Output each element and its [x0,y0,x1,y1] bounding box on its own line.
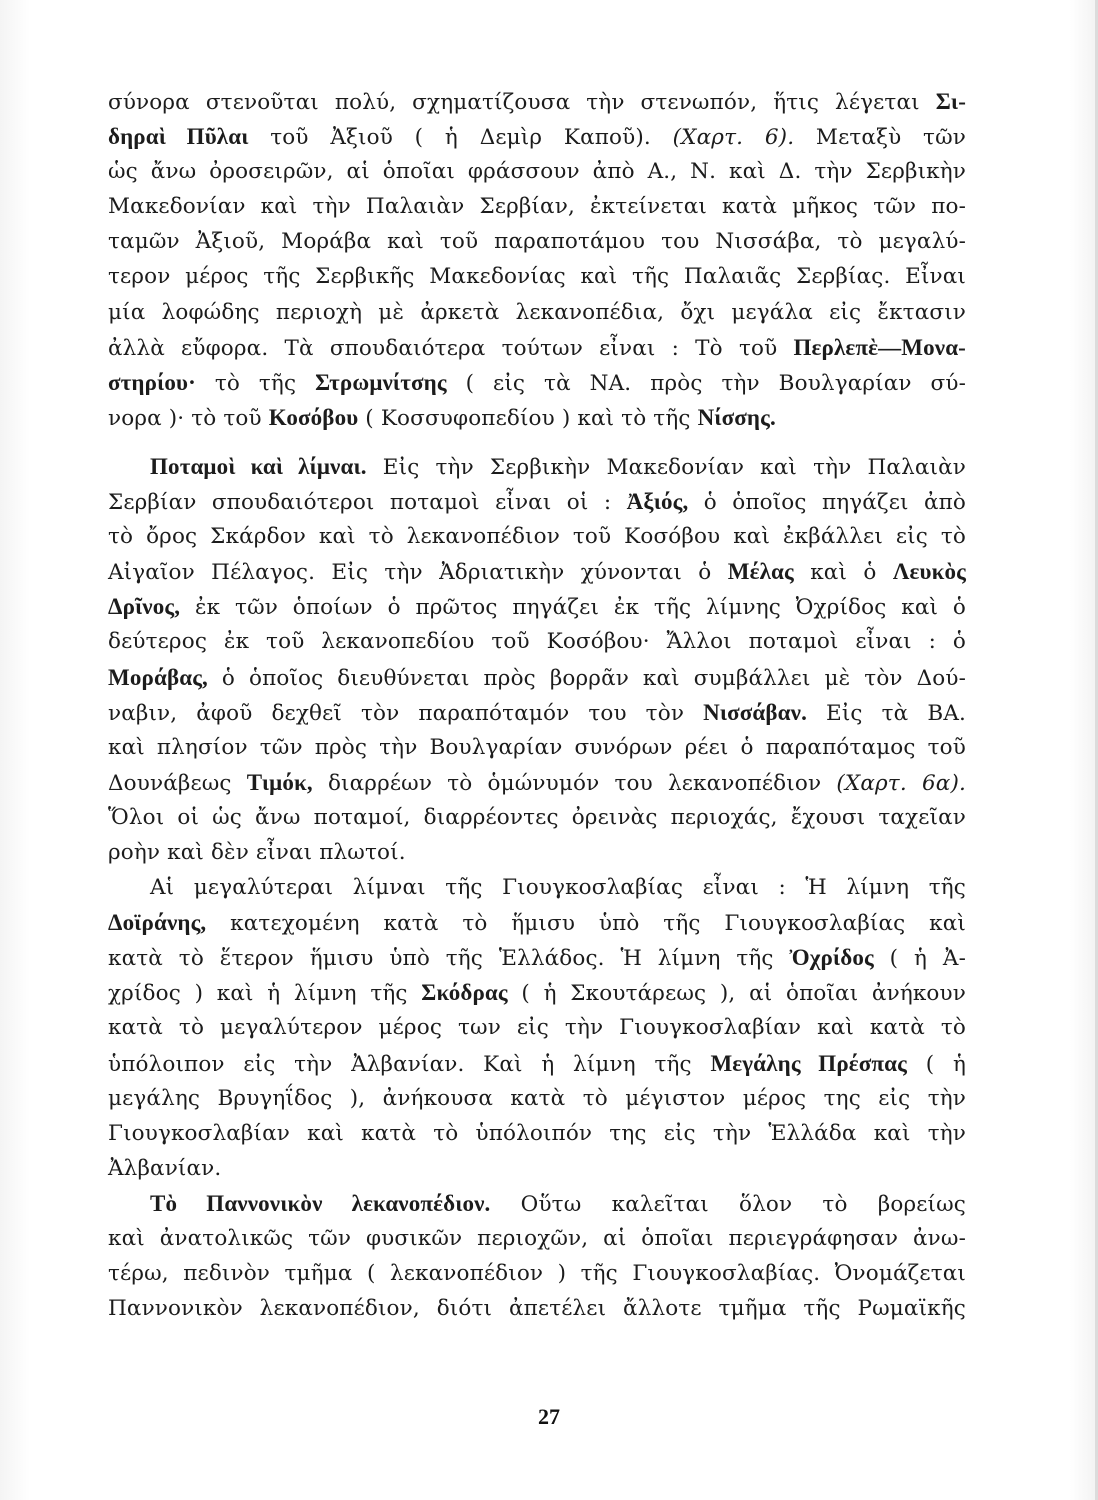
text-line: δηραὶ Πῦλαι τοῦ Ἀξιοῦ ( ἡ Δεμὶρ Καποῦ). (Χαρτ. 6). Μεταξὺ τῶν [108,124,966,151]
bold-term: Ὀχρίδος [789,945,874,971]
bold-term: στηρίου· [108,369,196,395]
bold-term: Μεγάλης Πρέσπας [710,1050,908,1076]
text-line: κατὰ τὸ μεγαλύτερον μέρος των εἰς τὴν Γιουγκοσλαβίαν καὶ κατὰ τὸ [108,1015,966,1041]
bold-term: Δοϊράνης, [108,910,207,936]
bold-term: Στρωμνίτσης [315,369,447,395]
text-line: νορα )· τὸ τοῦ Κοσόβου ( Κοσσυφοπεδίου ) καὶ τὸ τῆς Νίσσης. [108,404,776,431]
bold-term: Μέλας [727,559,794,585]
bold-term: Νίσσης. [697,404,776,430]
text-line: ναβιν, ἀφοῦ δεχθεῖ τὸν παραπόταμόν του τὸν Νισσάβαν. Εἰς τὰ ΒΑ. [108,699,966,726]
text-line: Γιουγκοσλαβίαν καὶ κατὰ τὸ ὑπόλοιπόν της εἰς τὴν Ἑλλάδα καὶ τὴν [108,1120,966,1146]
text-line: στηρίου· τὸ τῆς Στρωμνίτσης ( εἰς τὰ ΝΑ. πρὸς τὴν Βουλγαρίαν σύ- [108,369,966,396]
text-line: ροὴν καὶ δὲν εἶναι πλωτοί. [108,839,406,865]
map-reference: (Χαρτ. 6). [672,125,795,151]
text-line: Σερβίαν σπουδαιότεροι ποταμοὶ εἶναι οἱ : Ἀξιός, ὁ ὁποῖος πηγάζει ἀπὸ [108,489,966,516]
bold-term: Τιμόκ, [246,769,313,795]
bold-term: Περλεπὲ—Μονα- [793,334,966,360]
text-line: Ὅλοι οἱ ὡς ἄνω ποταμοί, διαρρέοντες ὀρεινὰς περιοχάς, ἔχουσι ταχεῖαν [108,804,966,830]
body-text [108,84,966,1326]
text-line: ἀλλὰ εὔφορα. Τὰ σπουδαιότερα τούτων εἶναι : Τὸ τοῦ Περλεπὲ—Μονα- [108,334,966,361]
page-number: 27 [538,1404,560,1429]
bold-term: Λευκὸς [892,559,966,585]
text-line: Δρῖνος, ἐκ τῶν ὁποίων ὁ πρῶτος πηγάζει ἐκ τῆς λίμνης Ὀχρίδος καὶ ὁ [108,594,966,621]
bold-term: Νισσάβαν. [703,699,807,725]
text-line: ὑπόλοιπον εἰς τὴν Ἀλβανίαν. Καὶ ἡ λίμνη τῆς Μεγάλης Πρέσπας ( ἡ [108,1050,966,1077]
text-line: καὶ ἀνατολικῶς τῶν φυσικῶν περιοχῶν, αἱ ὁποῖαι περιεγράφησαν ἀνω- [108,1226,966,1251]
text-line: χρίδος ) καὶ ἡ λίμνη τῆς Σκόδρας ( ἡ Σκουτάρεως ), αἱ ὁποῖαι ἀνήκουν [108,980,966,1007]
bold-term: δηραὶ Πῦλαι [108,124,249,150]
text-line: Μοράβας, ὁ ὁποῖος διευθύνεται πρὸς βορρᾶν καὶ συμβάλλει μὲ τὸν Δού- [108,664,966,691]
text-line: κατὰ τὸ ἕτερον ἥμισυ ὑπὸ τῆς Ἑλλάδος. Ἡ λίμνη τῆς Ὀχρίδος ( ἡ Ἀ- [108,945,966,972]
text-line: καὶ πλησίον τῶν πρὸς τὴν Βουλγαρίαν συνόρων ρέει ὁ παραπόταμος τοῦ [108,734,966,760]
section-heading-line: Τὸ Παννονικὸν λεκανοπέδιον. Οὕτω καλεῖται ὅλον τὸ βορείως [150,1190,966,1217]
bold-term: Δρῖνος, [108,594,181,620]
map-reference: (Χαρτ. 6α). [836,770,966,796]
section-heading-line: Ποταμοὶ καὶ λίμναι. Εἰς τὴν Σερβικὴν Μακεδονίαν καὶ τὴν Παλαιὰν [150,453,966,480]
bold-term: Ἀξιός, [626,489,689,515]
text-line: Μακεδονίαν καὶ τὴν Παλαιὰν Σερβίαν, ἐκτείνεται κατὰ μῆκος τῶν πο- [108,194,966,220]
text-line: τέρω, πεδινὸν τμῆμα ( λεκανοπέδιον ) τῆς Γιουγκοσλαβίας. Ὀνομάζεται [108,1261,966,1287]
bold-term: Κοσόβου [268,404,359,430]
text-line: μεγάλης Βρυγηΐδος ), ἀνήκουσα κατὰ τὸ μέγιστον μέρος της εἰς τὴν [108,1085,966,1111]
text-line: Αἰγαῖον Πέλαγος. Εἰς τὴν Ἀδριατικὴν χύνονται ὁ Μέλας καὶ ὁ Λευκὸς [108,559,966,586]
bold-term: Τὸ Παννονικὸν λεκανοπέδιον. [150,1190,491,1216]
text-line: ὡς ἄνω ὀροσειρῶν, αἱ ὁποῖαι φράσσουν ἀπὸ Α., Ν. καὶ Δ. τὴν Σερβικὴν [108,159,966,185]
bold-term: Μοράβας, [108,664,208,690]
text-line: Δουνάβεως Τιμόκ, διαρρέων τὸ ὁμώνυμόν του λεκανοπέδιον (Χαρτ. 6α). [108,769,966,796]
bold-term: Σι- [935,89,966,114]
text-line: τὸ ὄρος Σκάρδον καὶ τὸ λεκανοπέδιον τοῦ Κοσόβου καὶ ἐκβάλλει εἰς τὸ [108,524,966,550]
text-line: δεύτερος ἐκ τοῦ λεκανοπεδίου τοῦ Κοσόβου· Ἄλλοι ποταμοὶ εἶναι : ὁ [108,629,966,655]
text-line: Παννονικὸν λεκανοπέδιον, διότι ἀπετέλει ἄλλοτε τμῆμα τῆς Ρωμαϊκῆς [108,1296,966,1322]
text-line: Ἀλβανίαν. [108,1155,222,1181]
text-line: ταμῶν Ἀξιοῦ, Μοράβα καὶ τοῦ παραποτάμου του Νισσάβα, τὸ μεγαλύ- [108,229,966,255]
text-line: Αἱ μεγαλύτεραι λίμναι τῆς Γιουγκοσλαβίας εἶναι : Ἡ λίμνη τῆς [150,875,966,901]
text-line: μία λοφώδης περιοχὴ μὲ ἀρκετὰ λεκανοπέδια, ὄχι μεγάλα εἰς ἔκτασιν [108,299,966,325]
text-line: σύνορα στενοῦται πολύ, σχηματίζουσα τὴν στενωπόν, ἥτις λέγεται Σι- [108,89,966,115]
text-line: Δοϊράνης, κατεχομένη κατὰ τὸ ἥμισυ ὑπὸ τῆς Γιουγκοσλαβίας καὶ [108,910,966,937]
text-line: τερον μέρος τῆς Σερβικῆς Μακεδονίας καὶ τῆς Παλαιᾶς Σερβίας. Εἶναι [108,264,966,290]
bold-term: Σκόδρας [421,980,508,1006]
bold-term: Ποταμοὶ καὶ λίμναι. [150,453,367,479]
